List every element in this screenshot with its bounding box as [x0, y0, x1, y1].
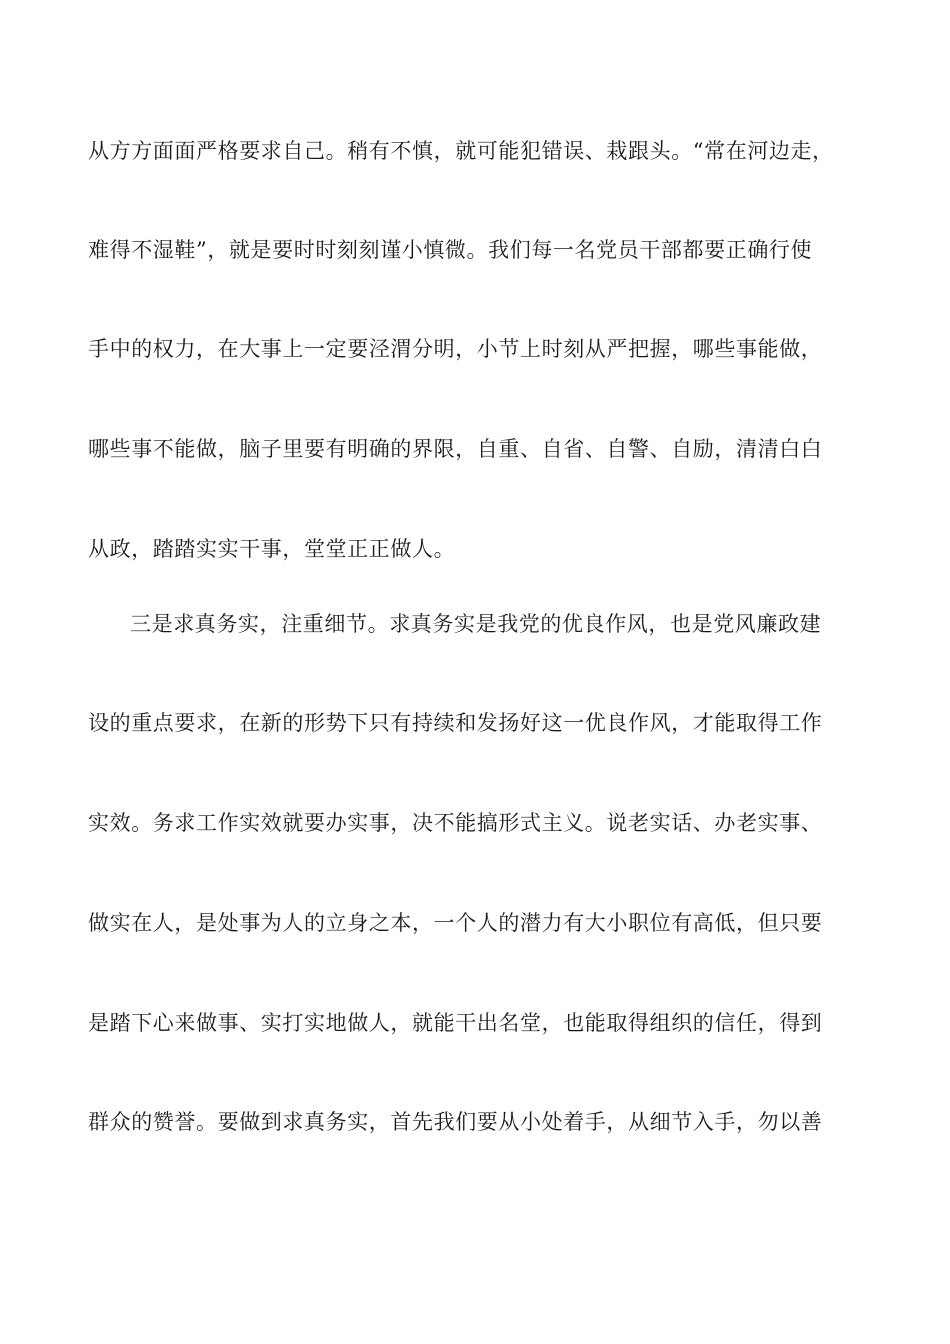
text-line: 从方方面面严格要求自己。稍有不慎，就可能犯错误、栽跟头。“常在河边走，: [88, 139, 834, 163]
text-line: 做实在人，是处事为人的立身之本，一个人的潜力有大小职位有高低，但只要: [88, 911, 823, 935]
paragraph-first-line: 三是求真务实，注重细节。求真务实是我党的优良作风，也是党风廉政建: [130, 612, 822, 636]
text-line: 难得不湿鞋”，就是要时时刻刻谨小慎微。我们每一名党员干部都要正确行使: [88, 238, 813, 262]
text-line: 哪些事不能做，脑子里要有明确的界限，自重、自省、自警、自励，清清白白: [88, 437, 823, 461]
text-line: 群众的赞誉。要做到求真务实，首先我们要从小处着手，从细节入手，勿以善: [88, 1110, 823, 1134]
text-line: 设的重点要求，在新的形势下只有持续和发扬好这一优良作风，才能取得工作: [88, 711, 823, 735]
text-line: 是踏下心来做事、实打实地做人，就能干出名堂，也能取得组织的信任，得到: [88, 1011, 823, 1035]
text-line: 实效。务求工作实效就要办实事，决不能搞形式主义。说老实话、办老实事、: [88, 811, 823, 835]
text-line: 从政，踏踏实实干事，堂堂正正做人。: [88, 537, 456, 561]
text-line: 手中的权力，在大事上一定要泾渭分明，小节上时刻从严把握，哪些事能做，: [88, 337, 823, 361]
